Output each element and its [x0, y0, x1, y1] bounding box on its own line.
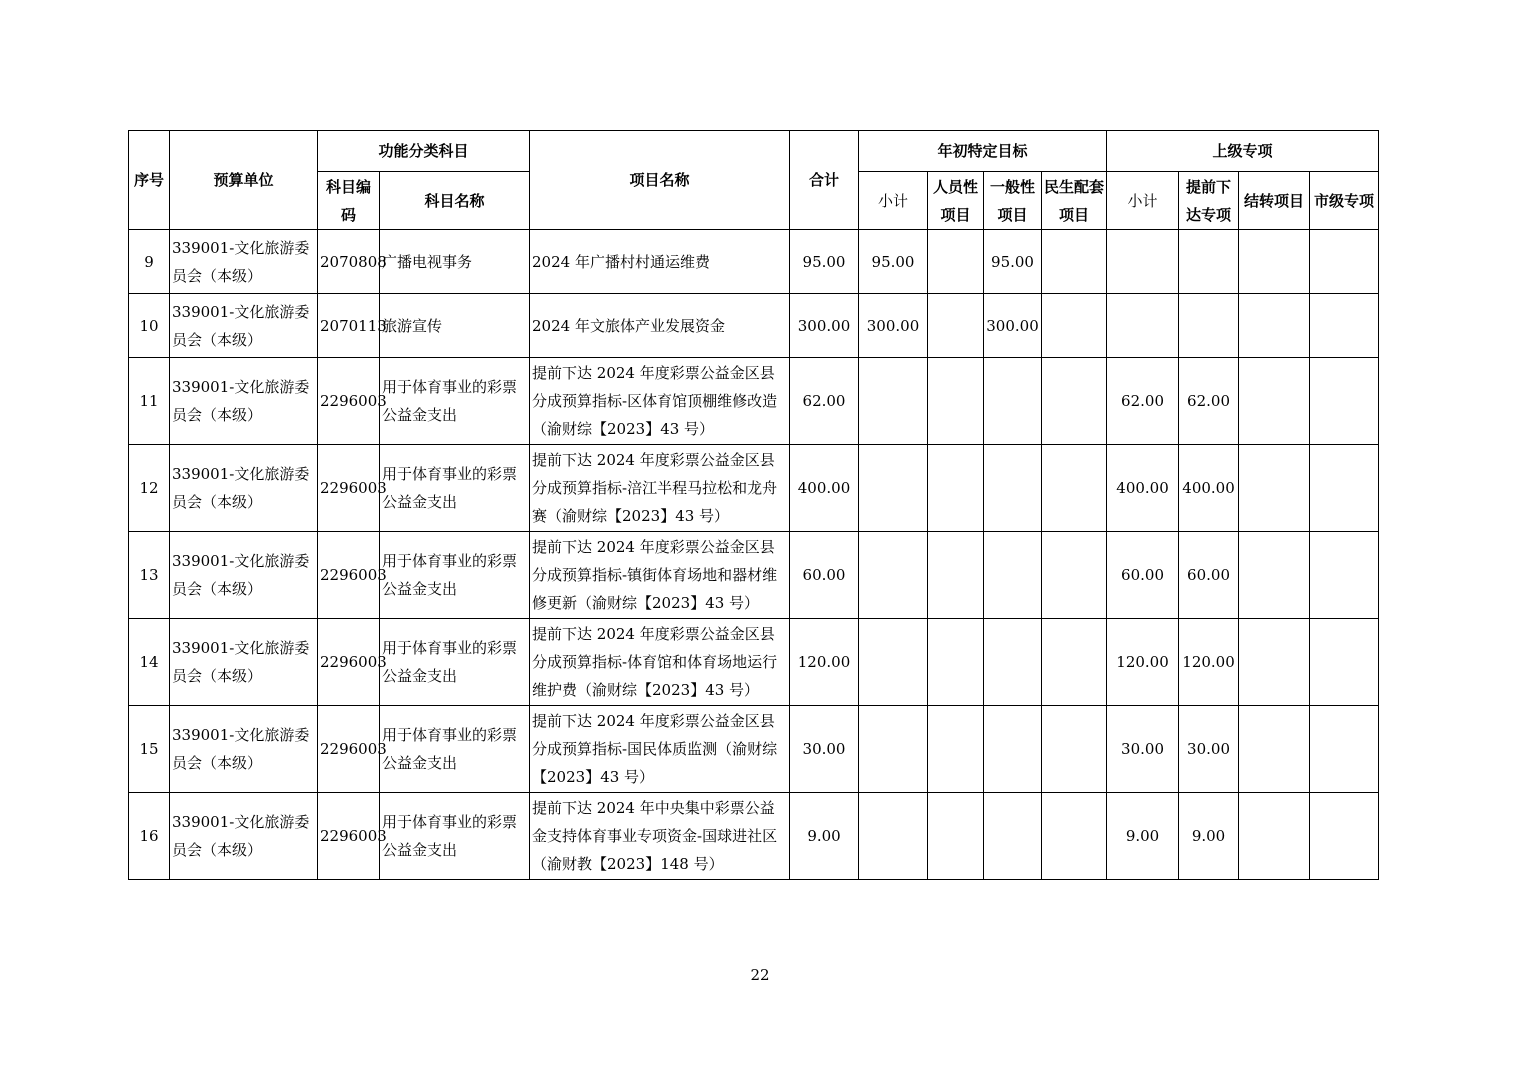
cell-subject: 广播电视事务 — [380, 230, 530, 294]
cell-general — [984, 532, 1042, 619]
table-row — [129, 793, 1379, 880]
cell-advance — [1179, 294, 1239, 358]
cell-city — [1310, 706, 1379, 793]
cell-seq: 13 — [129, 532, 170, 619]
cell-unit: 339001-文化旅游委员会（本级） — [170, 793, 318, 880]
cell-advance: 9.00 — [1179, 793, 1239, 880]
cell-subject: 用于体育事业的彩票公益金支出 — [380, 793, 530, 880]
cell-subject: 用于体育事业的彩票公益金支出 — [380, 532, 530, 619]
cell-code: 2070808 — [318, 230, 380, 294]
cell-seq: 14 — [129, 619, 170, 706]
cell-special-subtotal: 60.00 — [1107, 532, 1179, 619]
cell-personnel — [928, 793, 984, 880]
cell-code: 2296003 — [318, 793, 380, 880]
cell-total: 120.00 — [790, 619, 859, 706]
header-advance: 提前下达专项 — [1179, 172, 1239, 230]
header-total: 合计 — [790, 131, 859, 230]
cell-livelihood — [1042, 358, 1107, 445]
cell-unit: 339001-文化旅游委员会（本级） — [170, 532, 318, 619]
cell-carryover — [1239, 706, 1310, 793]
cell-code: 2296003 — [318, 445, 380, 532]
cell-subject: 用于体育事业的彩票公益金支出 — [380, 619, 530, 706]
cell-initial-subtotal — [859, 706, 928, 793]
cell-livelihood — [1042, 445, 1107, 532]
cell-general: 300.00 — [984, 294, 1042, 358]
cell-initial-subtotal — [859, 793, 928, 880]
header-unit: 预算单位 — [170, 131, 318, 230]
header-code: 科目编码 — [318, 172, 380, 230]
budget-table — [128, 130, 1379, 880]
cell-total: 30.00 — [790, 706, 859, 793]
cell-subject: 用于体育事业的彩票公益金支出 — [380, 445, 530, 532]
header-livelihood: 民生配套项目 — [1042, 172, 1107, 230]
cell-total: 400.00 — [790, 445, 859, 532]
cell-initial-subtotal — [859, 619, 928, 706]
cell-total: 60.00 — [790, 532, 859, 619]
cell-city — [1310, 445, 1379, 532]
cell-subject: 用于体育事业的彩票公益金支出 — [380, 358, 530, 445]
cell-personnel — [928, 706, 984, 793]
header-function-group: 功能分类科目 — [318, 131, 530, 172]
page-number: 22 — [750, 966, 770, 984]
cell-total: 9.00 — [790, 793, 859, 880]
cell-advance: 120.00 — [1179, 619, 1239, 706]
cell-carryover — [1239, 294, 1310, 358]
cell-livelihood — [1042, 793, 1107, 880]
cell-initial-subtotal: 300.00 — [859, 294, 928, 358]
cell-initial-subtotal — [859, 358, 928, 445]
cell-general — [984, 445, 1042, 532]
cell-advance: 30.00 — [1179, 706, 1239, 793]
header-city: 市级专项 — [1310, 172, 1379, 230]
header-subject-name: 科目名称 — [380, 172, 530, 230]
cell-unit: 339001-文化旅游委员会（本级） — [170, 294, 318, 358]
cell-livelihood — [1042, 706, 1107, 793]
cell-special-subtotal: 62.00 — [1107, 358, 1179, 445]
cell-special-subtotal: 9.00 — [1107, 793, 1179, 880]
cell-livelihood — [1042, 532, 1107, 619]
header-initial-subtotal: 小计 — [859, 172, 928, 230]
table-row — [129, 358, 1379, 445]
cell-initial-subtotal: 95.00 — [859, 230, 928, 294]
cell-personnel — [928, 358, 984, 445]
cell-project: 提前下达 2024 年度彩票公益金区县分成预算指标-国民体质监测（渝财综【2023】43 号） — [530, 706, 790, 793]
cell-initial-subtotal — [859, 532, 928, 619]
cell-project: 提前下达 2024 年度彩票公益金区县分成预算指标-区体育馆顶棚维修改造（渝财综【2023】43 号） — [530, 358, 790, 445]
cell-seq: 15 — [129, 706, 170, 793]
table-row — [129, 230, 1379, 294]
cell-seq: 11 — [129, 358, 170, 445]
cell-personnel — [928, 445, 984, 532]
cell-general: 95.00 — [984, 230, 1042, 294]
cell-project: 2024 年文旅体产业发展资金 — [530, 294, 790, 358]
cell-carryover — [1239, 619, 1310, 706]
cell-carryover — [1239, 358, 1310, 445]
cell-code: 2296003 — [318, 619, 380, 706]
table-row — [129, 294, 1379, 358]
cell-livelihood — [1042, 619, 1107, 706]
cell-seq: 10 — [129, 294, 170, 358]
cell-special-subtotal: 400.00 — [1107, 445, 1179, 532]
cell-unit: 339001-文化旅游委员会（本级） — [170, 619, 318, 706]
cell-carryover — [1239, 793, 1310, 880]
cell-subject: 用于体育事业的彩票公益金支出 — [380, 706, 530, 793]
cell-city — [1310, 619, 1379, 706]
cell-personnel — [928, 230, 984, 294]
cell-subject: 旅游宣传 — [380, 294, 530, 358]
cell-total: 95.00 — [790, 230, 859, 294]
table-row — [129, 445, 1379, 532]
header-personnel: 人员性项目 — [928, 172, 984, 230]
cell-code: 2296003 — [318, 532, 380, 619]
cell-general — [984, 358, 1042, 445]
cell-advance — [1179, 230, 1239, 294]
cell-seq: 9 — [129, 230, 170, 294]
cell-project: 提前下达 2024 年度彩票公益金区县分成预算指标-镇街体育场地和器材维修更新（渝财综【2023】43 号） — [530, 532, 790, 619]
cell-personnel — [928, 294, 984, 358]
header-project-name: 项目名称 — [530, 131, 790, 230]
cell-project: 2024 年广播村村通运维费 — [530, 230, 790, 294]
cell-project: 提前下达 2024 年度彩票公益金区县分成预算指标-体育馆和体育场地运行维护费（渝财综【2023】43 号） — [530, 619, 790, 706]
cell-total: 300.00 — [790, 294, 859, 358]
cell-personnel — [928, 532, 984, 619]
header-special-subtotal: 小计 — [1107, 172, 1179, 230]
cell-code: 2296003 — [318, 358, 380, 445]
cell-advance: 400.00 — [1179, 445, 1239, 532]
cell-city — [1310, 532, 1379, 619]
cell-advance: 60.00 — [1179, 532, 1239, 619]
header-initial-group: 年初特定目标 — [859, 131, 1107, 172]
cell-special-subtotal: 30.00 — [1107, 706, 1179, 793]
header-general: 一般性项目 — [984, 172, 1042, 230]
cell-unit: 339001-文化旅游委员会（本级） — [170, 706, 318, 793]
table-row — [129, 706, 1379, 793]
cell-general — [984, 706, 1042, 793]
cell-code: 2070113 — [318, 294, 380, 358]
cell-unit: 339001-文化旅游委员会（本级） — [170, 358, 318, 445]
cell-carryover — [1239, 532, 1310, 619]
table-row — [129, 619, 1379, 706]
cell-project: 提前下达 2024 年度彩票公益金区县分成预算指标-涪江半程马拉松和龙舟赛（渝财综【2023】43 号） — [530, 445, 790, 532]
header-special-group: 上级专项 — [1107, 131, 1379, 172]
cell-livelihood — [1042, 294, 1107, 358]
cell-code: 2296003 — [318, 706, 380, 793]
cell-total: 62.00 — [790, 358, 859, 445]
cell-personnel — [928, 619, 984, 706]
header-carryover: 结转项目 — [1239, 172, 1310, 230]
cell-carryover — [1239, 230, 1310, 294]
cell-seq: 12 — [129, 445, 170, 532]
cell-general — [984, 619, 1042, 706]
cell-city — [1310, 358, 1379, 445]
cell-unit: 339001-文化旅游委员会（本级） — [170, 445, 318, 532]
cell-special-subtotal — [1107, 230, 1179, 294]
cell-advance: 62.00 — [1179, 358, 1239, 445]
cell-livelihood — [1042, 230, 1107, 294]
table-row — [129, 532, 1379, 619]
cell-special-subtotal — [1107, 294, 1179, 358]
cell-city — [1310, 294, 1379, 358]
cell-seq: 16 — [129, 793, 170, 880]
cell-city — [1310, 230, 1379, 294]
cell-general — [984, 793, 1042, 880]
cell-special-subtotal: 120.00 — [1107, 619, 1179, 706]
cell-initial-subtotal — [859, 445, 928, 532]
cell-city — [1310, 793, 1379, 880]
cell-project: 提前下达 2024 年中央集中彩票公益金支持体育事业专项资金-国球进社区（渝财教【2023】148 号） — [530, 793, 790, 880]
header-seq: 序号 — [129, 131, 170, 230]
cell-carryover — [1239, 445, 1310, 532]
cell-unit: 339001-文化旅游委员会（本级） — [170, 230, 318, 294]
